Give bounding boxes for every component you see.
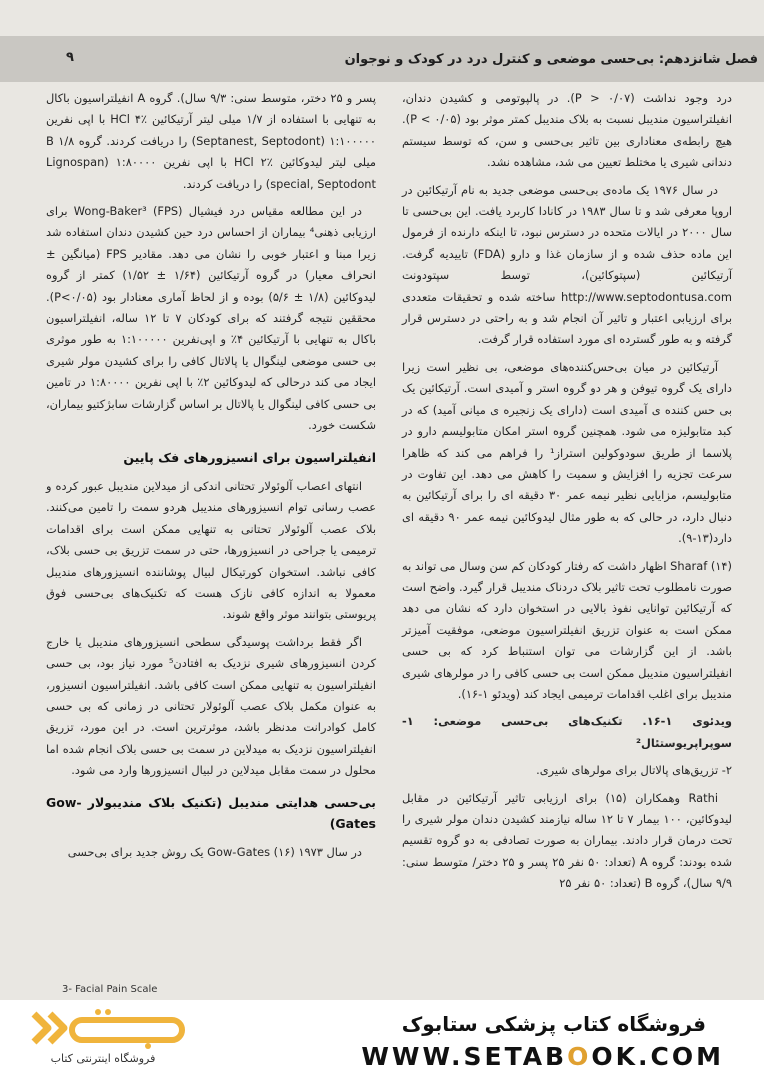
paragraph: در این مطالعه مقیاس درد فیشیال Wong-Baker³ (FPS) برای ارزیابی ذهنی⁴ بیماران از احساس درد حین کشیدن دندان استفاده شد زیرا مبنا و اعتبار خوبی را نشان می دهد. مقادیر FPS (میانگین ± انحراف معیار) در گروه آرتیکائین (۱/۶۴ ± ۱/۵۲) کمتر از گروه لیدوکائین (۱/۸ ± ۵/۶) بوده و از لحاظ آماری معنادار بود (P<۰/۰۵). محققین نتیجه گرفتند که برای کودکان ۷ تا ۱۲ ساله، انفیلتراسیون باکال به تنهایی با آرتیکائین ۴٪ و اپی‌نفرین ۱:۱۰۰۰۰۰ به طور موثری بی حسی موضعی لینگوال یا پالاتال کافی را برای کشیدن مولر شیری ایجاد می کند درحالی که لیدوکائین ۲٪ با اپی نفرین ۱:۸۰۰۰۰ در تامین بی حسی کافی لینگوال یا پالاتال بر اساس گزارشات سابژکتیو بیماران، شکست خورد.: [46, 204, 377, 433]
logo-mark-icon: [28, 1006, 188, 1050]
paragraph: درد وجود نداشت (P > ۰/۰۷). در پالپوتومی و کشیدن دندان، انفیلتراسیون مندیبل نسبت به بلاک مندیبل کمتر موثر بود (P < ۰/۰۵). هیچ رابطه‌ی معناداری بین تاثیر بی‌حسی و سن، که توسط سیستم دندانی شیری یا مختلط تعیین می شد، مشاهده نشد.: [402, 91, 732, 170]
paragraph: Rathi وهمکاران (۱۵) برای ارزیابی تاثیر آرتیکائین در مقابل لیدوکائین، ۱۰۰ بیمار ۷ تا ۱۲ ساله نیازمند کشیدن دندان مولر شیری را تحت درمان قرار دادند. بیماران به صورت تصادفی به دو گروه تقسیم شده بودند: گروه A (تعداد: ۵۰ نفر ۲۵ پسر و ۲۵ دختر/ متوسط سنی: ۹/۹ سال)، گروه B (تعداد: ۵۰ نفر ۲۵: [402, 790, 732, 891]
paragraph: Sharaf (۱۴) اظهار داشت که رفتار کودکان کم سن وسال می تواند به صورت نامطلوب تحت تاثیر بلاک دردناک مندیبل قرار گیرد. واضح است که آرتیکائین توانایی نفوذ بالایی در استخوان دارد که نشان می دهد ممکن است به عنوان تزریق انفیلتراسیون موضعی، موفقیت آمیزتر باشد. از این گزارشات می توان استنباط کرد که بی حسی انفیلتراسیون مندیبل ممکن است بی حسی کافی را در مولرهای شیری مندیبل برای اغلب اقدامات ترمیمی ایجاد کند (ویدئو ۱-۱۶).: [402, 558, 732, 701]
paragraph: انتهای اعصاب آلوئولار تحتانی اندکی از میدلاین مندیبل عبور کرده و عصب رسانی توام انسیزورهای مندیبل هردو سمت را تامین می‌کنند. بلاک عصب آلوئولار تحتانی به تنهایی ممکن است برای اقدامات ترمیمی یا جراحی در انسیزورها، حتی در سمت تزریق بی حسی بلاک، کافی نباشد. استخوان کورتیکال لبیال پوشاننده انسیزورهای مندیبل معمولا به اندازه کافی نازک هست که تکنیک‌های بی‌حسی فوق پریوستی بتوانند موثر واقع شوند.: [46, 478, 376, 622]
chapter-title: فصل شانزدهم: بی‌حسی موضعی و کنترل درد در کودک و نوجوان: [344, 51, 758, 67]
section-heading: بی‌حسی هدایتی مندیبل (تکنیک بلاک مندیبولار Gow-Gates): [46, 794, 376, 831]
section-heading: انفیلتراسیون برای انسیزورهای فک پایین: [123, 449, 376, 465]
footnote: 3- Facial Pain Scale: [62, 984, 158, 995]
paragraph: اگر فقط برداشت پوسیدگی سطحی انسیزورهای مندیبل یا خارج کردن انسیزورهای شیری نزدیک به افتادن⁵ مورد نیاز بود، بی حسی انفیلتراسیون به تنهایی ممکن است کافی باشد. انفیلتراسیون انسیزور، به عنوان مکمل بلاک عصب آلوئولار تحتانی در زمانی که بی حسی کامل کوادرانت مدنظر باشد، موثرترین است. در این مورد، تزریق انفیلتراسیون نزدیک به میدلاین در سمت بی حسی بلاک انجام شده اما محلول در سمت مقابل میدلاین در لبیال انسیزورها وارد می شود.: [46, 634, 376, 778]
store-name: فروشگاه کتاب پزشکی ستابوک: [401, 1012, 706, 1036]
store-url[interactable]: WWW.SETABOOK.COM: [361, 1042, 724, 1071]
paragraph: پسر و ۲۵ دختر، متوسط سنی: ۹/۳ سال). گروه A انفیلتراسیون باکال به تنهایی با استفاده از ۱/۷ میلی لیتر آرتیکائین HCl ۴٪ با اپی نفرین ۱:۱۰۰۰۰۰ (Septanest, Septodont) را دریافت کردند. گروه B ۱/۸ میلی لیتر لیدوکائین HCl ۲٪ با اپی نفرین ۱:۸۰۰۰۰ (Lignospan special, Septodont) را دریافت کردند.: [46, 91, 376, 191]
video-caption-sub: ۲- تزریق‌های پالاتال برای مولرهای شیری.: [536, 763, 732, 778]
paragraph: در سال ۱۹۷۶ یک ماده‌ی بی‌حسی موضعی جدید به نام آرتیکائین در اروپا معرفی شد و تا سال ۱۹۸۳ در کانادا کاربرد یافت. این بی‌حسی تا سال ۲۰۰۰ در ایالات متحده در دسترس نبود، تا اینکه دارنده از فرمول این ماده حذف شده و از سازمان غذا و دارو (FDA) تاییدیه گرفت. آرتیکائین (سپتوکائین)، توسط سپتودونت http://www.septodontusa.com ساخته شده و تحقیقات متعددی برای ارزیابی اعتبار و تاثیر آن انجام شد و به راحتی در دسترس قرار گرفته و به طور گسترده ای مورد استفاده قرار گرفت.: [402, 182, 733, 347]
store-banner: [0, 1000, 764, 1079]
page-number: ۹: [66, 50, 74, 65]
video-caption: ویدئوی ۱-۱۶. تکنیک‌های بی‌حسی موضعی: ۱- سوپراپریوستئال²: [402, 714, 732, 750]
paragraph: آرتیکائین در میان بی‌حس‌کننده‌های موضعی، بی نظیر است زیرا دارای یک گروه تیوفن و هر دو گروه استر و آمیدی است. آرتیکائین یک بی حس کننده ی آمیدی است (دارای یک زنجیره ی میانی آمید) که در کبد متابولیزه می شود. همچنین گروه استر امکان متابولیسم دارو در پلاسما از طریق سودوکولین استراز¹ را فراهم می کند که ظاهرا سرعت تجزیه را افزایش و سمیت را کاهش می دهد. این تفاوت در متابولیسم، مزایایی نظیر نیمه عمر ۳۰ دقیقه ای را برای آرتیکائین به دنبال دارد، در حالی که به طور مثال لیدوکائین نیمه عمر ۹۰ دقیقه ای دارد(۱۳-۹).: [402, 359, 732, 546]
page-header: [0, 36, 764, 82]
left-column: [46, 88, 376, 870]
setabook-logo: [28, 1006, 216, 1074]
logo-tagline: فروشگاه اینترنتی کتاب: [50, 1052, 156, 1065]
paragraph: در سال ۱۹۷۳ Gow-Gates (۱۶) یک روش جدید برای بی‌حسی: [67, 845, 362, 860]
right-column: [402, 88, 732, 901]
